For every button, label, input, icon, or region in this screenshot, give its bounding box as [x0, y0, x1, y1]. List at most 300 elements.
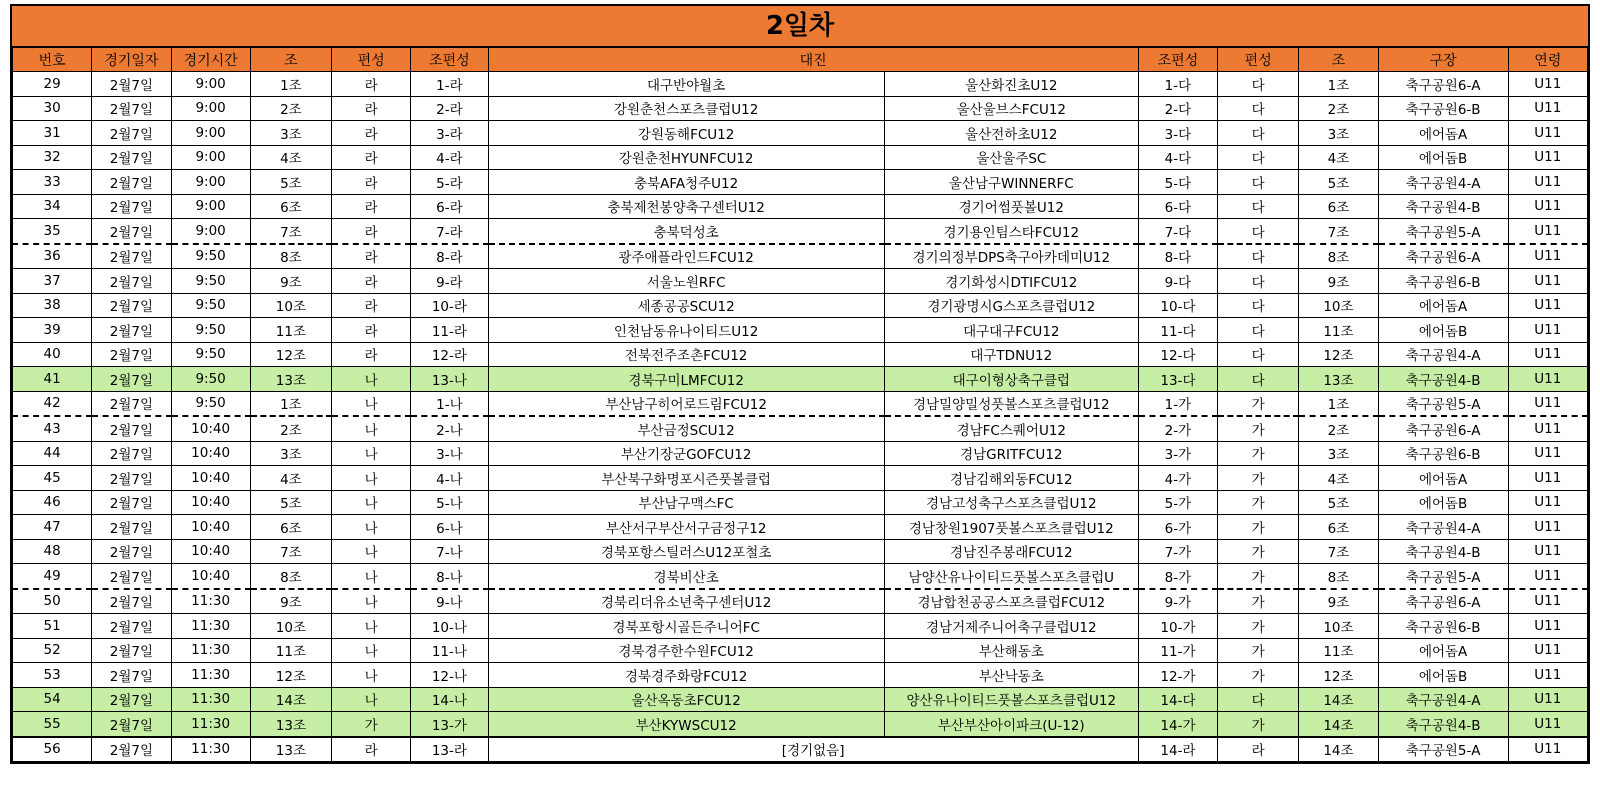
cell-away-group[interactable]: 10조	[1299, 614, 1378, 639]
cell-home-team[interactable]: 부산남구맥스FC	[488, 490, 884, 515]
cell-away-team[interactable]: 울산전하초U12	[884, 121, 1138, 146]
cell-no[interactable]: 35	[13, 219, 92, 244]
cell-group[interactable]: 2조	[250, 96, 331, 121]
cell-away-team[interactable]: 경기화성시DTIFCU12	[884, 269, 1138, 294]
cell-time[interactable]: 9:00	[171, 121, 250, 146]
cell-group-set[interactable]: 9-라	[411, 269, 488, 294]
cell-age[interactable]: U11	[1508, 219, 1587, 244]
cell-age[interactable]: U11	[1508, 269, 1587, 294]
cell-away-set[interactable]: 다	[1218, 293, 1299, 318]
cell-home-team[interactable]: 울산옥동초FCU12	[488, 687, 884, 712]
cell-no[interactable]: 29	[13, 72, 92, 97]
cell-team-set[interactable]: 라	[332, 72, 411, 97]
cell-date[interactable]: 2월7일	[92, 244, 171, 269]
cell-team-set[interactable]: 라	[332, 737, 411, 762]
cell-away-set[interactable]: 가	[1218, 441, 1299, 466]
cell-away-group-set[interactable]: 9-다	[1138, 269, 1217, 294]
cell-no[interactable]: 38	[13, 293, 92, 318]
cell-group-set[interactable]: 9-나	[411, 589, 488, 614]
cell-group-set[interactable]: 3-나	[411, 441, 488, 466]
cell-home-team[interactable]: 광주애플라인드FCU12	[488, 244, 884, 269]
cell-age[interactable]: U11	[1508, 490, 1587, 515]
cell-away-group-set[interactable]: 11-다	[1138, 318, 1217, 343]
cell-no[interactable]: 53	[13, 663, 92, 688]
cell-away-team[interactable]: 경남FC스퀘어U12	[884, 416, 1138, 441]
cell-time[interactable]: 11:30	[171, 663, 250, 688]
cell-away-team[interactable]: 남양산유나이티드풋볼스포츠클럽U	[884, 564, 1138, 589]
cell-home-team[interactable]: 전북전주조촌FCU12	[488, 342, 884, 367]
cell-home-team[interactable]: 세종공공SCU12	[488, 293, 884, 318]
header-time[interactable]: 경기시간	[171, 48, 250, 72]
cell-time[interactable]: 11:30	[171, 737, 250, 762]
cell-team-set[interactable]: 라	[332, 318, 411, 343]
cell-away-group-set[interactable]: 1-가	[1138, 391, 1217, 416]
cell-team-set[interactable]: 라	[332, 145, 411, 170]
cell-away-group[interactable]: 10조	[1299, 293, 1378, 318]
cell-away-group[interactable]: 9조	[1299, 589, 1378, 614]
cell-team-set[interactable]: 라	[332, 194, 411, 219]
cell-no[interactable]: 47	[13, 515, 92, 540]
cell-age[interactable]: U11	[1508, 145, 1587, 170]
cell-away-set[interactable]: 가	[1218, 663, 1299, 688]
cell-away-set[interactable]: 가	[1218, 391, 1299, 416]
cell-group[interactable]: 8조	[250, 564, 331, 589]
cell-away-group-set[interactable]: 8-다	[1138, 244, 1217, 269]
cell-age[interactable]: U11	[1508, 687, 1587, 712]
cell-no[interactable]: 39	[13, 318, 92, 343]
cell-away-set[interactable]: 가	[1218, 515, 1299, 540]
cell-away-set[interactable]: 다	[1218, 72, 1299, 97]
cell-time[interactable]: 9:50	[171, 318, 250, 343]
cell-time[interactable]: 10:40	[171, 441, 250, 466]
cell-team-set[interactable]: 라	[332, 269, 411, 294]
cell-team-set[interactable]: 라	[332, 293, 411, 318]
cell-team-set[interactable]: 나	[332, 441, 411, 466]
cell-date[interactable]: 2월7일	[92, 564, 171, 589]
cell-age[interactable]: U11	[1508, 589, 1587, 614]
cell-group[interactable]: 1조	[250, 72, 331, 97]
cell-away-group[interactable]: 8조	[1299, 564, 1378, 589]
cell-no[interactable]: 42	[13, 391, 92, 416]
cell-group-set[interactable]: 1-나	[411, 391, 488, 416]
cell-group-set[interactable]: 2-라	[411, 96, 488, 121]
cell-away-team[interactable]: 경기의정부DPS축구아카데미U12	[884, 244, 1138, 269]
cell-away-set[interactable]: 다	[1218, 318, 1299, 343]
cell-group-set[interactable]: 7-라	[411, 219, 488, 244]
cell-home-team[interactable]: 경북포항시골든주니어FC	[488, 614, 884, 639]
cell-away-group-set[interactable]: 14-가	[1138, 712, 1217, 737]
cell-home-team[interactable]: 부산남구히어로드림FCU12	[488, 391, 884, 416]
header-group-set[interactable]: 조편성	[411, 48, 488, 72]
cell-time[interactable]: 9:00	[171, 145, 250, 170]
cell-team-set[interactable]: 라	[332, 244, 411, 269]
cell-home-team[interactable]: 인천남동유나이티드U12	[488, 318, 884, 343]
cell-no[interactable]: 52	[13, 638, 92, 663]
cell-age[interactable]: U11	[1508, 441, 1587, 466]
cell-group[interactable]: 10조	[250, 614, 331, 639]
cell-group[interactable]: 13조	[250, 737, 331, 762]
cell-group-set[interactable]: 5-라	[411, 170, 488, 195]
cell-age[interactable]: U11	[1508, 170, 1587, 195]
cell-away-group-set[interactable]: 6-다	[1138, 194, 1217, 219]
cell-away-set[interactable]: 가	[1218, 564, 1299, 589]
cell-away-team[interactable]: 대구대구FCU12	[884, 318, 1138, 343]
cell-home-team[interactable]: 강원동해FCU12	[488, 121, 884, 146]
cell-date[interactable]: 2월7일	[92, 737, 171, 762]
cell-away-group[interactable]: 5조	[1299, 490, 1378, 515]
cell-away-team[interactable]: 경남창원1907풋볼스포츠클럽U12	[884, 515, 1138, 540]
cell-team-set[interactable]: 나	[332, 614, 411, 639]
cell-venue[interactable]: 축구공원6-B	[1378, 441, 1508, 466]
cell-group[interactable]: 9조	[250, 269, 331, 294]
cell-age[interactable]: U11	[1508, 515, 1587, 540]
cell-home-team[interactable]: 강원춘천HYUNFCU12	[488, 145, 884, 170]
cell-away-group-set[interactable]: 12-가	[1138, 663, 1217, 688]
cell-time[interactable]: 11:30	[171, 712, 250, 737]
cell-date[interactable]: 2월7일	[92, 269, 171, 294]
cell-time[interactable]: 9:00	[171, 72, 250, 97]
cell-home-team[interactable]: 경북경주화랑FCU12	[488, 663, 884, 688]
header-team-set[interactable]: 편성	[332, 48, 411, 72]
cell-no[interactable]: 44	[13, 441, 92, 466]
cell-venue[interactable]: 축구공원6-A	[1378, 416, 1508, 441]
cell-home-team[interactable]: 경북포항스틸러스U12포철초	[488, 539, 884, 564]
cell-away-group-set[interactable]: 14-다	[1138, 687, 1217, 712]
cell-group[interactable]: 13조	[250, 712, 331, 737]
cell-group[interactable]: 4조	[250, 145, 331, 170]
cell-date[interactable]: 2월7일	[92, 72, 171, 97]
cell-away-set[interactable]: 다	[1218, 170, 1299, 195]
cell-team-set[interactable]: 나	[332, 515, 411, 540]
cell-away-group-set[interactable]: 7-가	[1138, 539, 1217, 564]
cell-away-group[interactable]: 9조	[1299, 269, 1378, 294]
cell-age[interactable]: U11	[1508, 194, 1587, 219]
cell-away-set[interactable]: 라	[1218, 737, 1299, 762]
cell-away-set[interactable]: 가	[1218, 614, 1299, 639]
cell-away-group[interactable]: 6조	[1299, 515, 1378, 540]
cell-time[interactable]: 9:50	[171, 244, 250, 269]
cell-group-set[interactable]: 13-나	[411, 367, 488, 392]
cell-away-group[interactable]: 14조	[1299, 737, 1378, 762]
cell-home-team[interactable]: 부산기장군GOFCU12	[488, 441, 884, 466]
cell-venue[interactable]: 축구공원6-B	[1378, 96, 1508, 121]
cell-age[interactable]: U11	[1508, 712, 1587, 737]
header-date[interactable]: 경기일자	[92, 48, 171, 72]
cell-away-group[interactable]: 12조	[1299, 663, 1378, 688]
header-away-group-set[interactable]: 조편성	[1138, 48, 1217, 72]
cell-team-set[interactable]: 나	[332, 638, 411, 663]
cell-group-set[interactable]: 7-나	[411, 539, 488, 564]
cell-away-group[interactable]: 3조	[1299, 121, 1378, 146]
cell-time[interactable]: 9:50	[171, 391, 250, 416]
cell-no[interactable]: 37	[13, 269, 92, 294]
cell-home-team[interactable]: 충북AFA청주U12	[488, 170, 884, 195]
cell-away-set[interactable]: 가	[1218, 466, 1299, 491]
cell-date[interactable]: 2월7일	[92, 367, 171, 392]
cell-away-group-set[interactable]: 3-다	[1138, 121, 1217, 146]
header-matchup[interactable]: 대진	[488, 48, 1138, 72]
cell-group-set[interactable]: 14-나	[411, 687, 488, 712]
cell-no[interactable]: 31	[13, 121, 92, 146]
cell-time[interactable]: 9:00	[171, 170, 250, 195]
cell-team-set[interactable]: 라	[332, 219, 411, 244]
cell-home-team[interactable]: 충북제천봉양축구센터U12	[488, 194, 884, 219]
cell-home-team[interactable]: 경북리더유소년축구센터U12	[488, 589, 884, 614]
cell-date[interactable]: 2월7일	[92, 441, 171, 466]
cell-venue[interactable]: 에어돔A	[1378, 293, 1508, 318]
cell-venue[interactable]: 에어돔B	[1378, 145, 1508, 170]
cell-venue[interactable]: 축구공원4-A	[1378, 170, 1508, 195]
cell-no[interactable]: 41	[13, 367, 92, 392]
cell-age[interactable]: U11	[1508, 416, 1587, 441]
header-age[interactable]: 연령	[1508, 48, 1587, 72]
cell-date[interactable]: 2월7일	[92, 121, 171, 146]
cell-away-group-set[interactable]: 4-가	[1138, 466, 1217, 491]
cell-team-set[interactable]: 나	[332, 564, 411, 589]
cell-home-team[interactable]: 강원춘천스포츠클럽U12	[488, 96, 884, 121]
cell-age[interactable]: U11	[1508, 244, 1587, 269]
cell-away-group-set[interactable]: 1-다	[1138, 72, 1217, 97]
cell-team-set[interactable]: 라	[332, 121, 411, 146]
cell-away-set[interactable]: 가	[1218, 539, 1299, 564]
cell-home-team[interactable]: 경북경주한수원FCU12	[488, 638, 884, 663]
cell-no[interactable]: 55	[13, 712, 92, 737]
cell-age[interactable]: U11	[1508, 72, 1587, 97]
cell-away-group-set[interactable]: 10-다	[1138, 293, 1217, 318]
cell-away-team[interactable]: 경남밀양밀성풋볼스포츠클럽U12	[884, 391, 1138, 416]
cell-venue[interactable]: 축구공원5-A	[1378, 737, 1508, 762]
cell-away-group[interactable]: 2조	[1299, 96, 1378, 121]
cell-age[interactable]: U11	[1508, 293, 1587, 318]
cell-away-group-set[interactable]: 5-다	[1138, 170, 1217, 195]
cell-time[interactable]: 10:40	[171, 490, 250, 515]
cell-time[interactable]: 11:30	[171, 589, 250, 614]
cell-date[interactable]: 2월7일	[92, 539, 171, 564]
cell-venue[interactable]: 에어돔A	[1378, 466, 1508, 491]
cell-age[interactable]: U11	[1508, 638, 1587, 663]
cell-team-set[interactable]: 나	[332, 539, 411, 564]
cell-venue[interactable]: 축구공원4-A	[1378, 342, 1508, 367]
cell-no[interactable]: 34	[13, 194, 92, 219]
cell-age[interactable]: U11	[1508, 96, 1587, 121]
cell-date[interactable]: 2월7일	[92, 466, 171, 491]
cell-group-set[interactable]: 10-라	[411, 293, 488, 318]
cell-group-set[interactable]: 2-나	[411, 416, 488, 441]
cell-group-set[interactable]: 12-나	[411, 663, 488, 688]
cell-away-group[interactable]: 6조	[1299, 194, 1378, 219]
cell-time[interactable]: 10:40	[171, 466, 250, 491]
cell-away-set[interactable]: 다	[1218, 194, 1299, 219]
cell-away-team[interactable]: 경기용인팀스타FCU12	[884, 219, 1138, 244]
cell-away-team[interactable]: 경남GRITFCU12	[884, 441, 1138, 466]
cell-date[interactable]: 2월7일	[92, 170, 171, 195]
cell-away-group[interactable]: 3조	[1299, 441, 1378, 466]
cell-date[interactable]: 2월7일	[92, 663, 171, 688]
cell-away-team[interactable]: 부산해동초	[884, 638, 1138, 663]
cell-no[interactable]: 54	[13, 687, 92, 712]
cell-away-set[interactable]: 다	[1218, 367, 1299, 392]
cell-group[interactable]: 3조	[250, 441, 331, 466]
cell-away-team[interactable]: 경기어썸풋볼U12	[884, 194, 1138, 219]
cell-team-set[interactable]: 라	[332, 342, 411, 367]
cell-home-team[interactable]: 충북덕성초	[488, 219, 884, 244]
cell-no[interactable]: 48	[13, 539, 92, 564]
cell-away-set[interactable]: 다	[1218, 687, 1299, 712]
cell-no[interactable]: 56	[13, 737, 92, 762]
cell-no[interactable]: 40	[13, 342, 92, 367]
cell-away-group-set[interactable]: 14-라	[1138, 737, 1217, 762]
cell-age[interactable]: U11	[1508, 564, 1587, 589]
cell-away-team[interactable]: 울산화진초U12	[884, 72, 1138, 97]
cell-away-group-set[interactable]: 3-가	[1138, 441, 1217, 466]
cell-away-group-set[interactable]: 2-가	[1138, 416, 1217, 441]
cell-away-set[interactable]: 다	[1218, 342, 1299, 367]
cell-venue[interactable]: 축구공원4-B	[1378, 712, 1508, 737]
cell-away-group[interactable]: 4조	[1299, 145, 1378, 170]
cell-team-set[interactable]: 나	[332, 589, 411, 614]
cell-away-set[interactable]: 다	[1218, 269, 1299, 294]
cell-date[interactable]: 2월7일	[92, 342, 171, 367]
cell-away-group[interactable]: 2조	[1299, 416, 1378, 441]
cell-group-set[interactable]: 4-나	[411, 466, 488, 491]
cell-home-team[interactable]: 부산서구부산서구금정구12	[488, 515, 884, 540]
cell-venue[interactable]: 축구공원6-A	[1378, 244, 1508, 269]
cell-no[interactable]: 45	[13, 466, 92, 491]
cell-away-set[interactable]: 다	[1218, 96, 1299, 121]
cell-away-team[interactable]: 울산남구WINNERFC	[884, 170, 1138, 195]
cell-group[interactable]: 3조	[250, 121, 331, 146]
cell-time[interactable]: 9:00	[171, 219, 250, 244]
cell-group[interactable]: 10조	[250, 293, 331, 318]
cell-away-group-set[interactable]: 6-가	[1138, 515, 1217, 540]
cell-away-team[interactable]: 울산울주SC	[884, 145, 1138, 170]
cell-away-team[interactable]: 경남김해외동FCU12	[884, 466, 1138, 491]
cell-group-set[interactable]: 12-라	[411, 342, 488, 367]
cell-away-team[interactable]: 대구이형상축구클럽	[884, 367, 1138, 392]
cell-group-set[interactable]: 5-나	[411, 490, 488, 515]
cell-home-team[interactable]: 서울노원RFC	[488, 269, 884, 294]
cell-away-group-set[interactable]: 7-다	[1138, 219, 1217, 244]
cell-home-team[interactable]: 부산금정SCU12	[488, 416, 884, 441]
cell-group-set[interactable]: 8-나	[411, 564, 488, 589]
cell-date[interactable]: 2월7일	[92, 687, 171, 712]
cell-away-set[interactable]: 가	[1218, 416, 1299, 441]
cell-team-set[interactable]: 나	[332, 391, 411, 416]
cell-home-team[interactable]: 부산북구화명포시즌풋볼클럽	[488, 466, 884, 491]
cell-away-set[interactable]: 다	[1218, 219, 1299, 244]
cell-away-group[interactable]: 12조	[1299, 342, 1378, 367]
cell-age[interactable]: U11	[1508, 121, 1587, 146]
cell-away-group[interactable]: 11조	[1299, 318, 1378, 343]
cell-time[interactable]: 10:40	[171, 515, 250, 540]
cell-no[interactable]: 49	[13, 564, 92, 589]
cell-time[interactable]: 11:30	[171, 614, 250, 639]
cell-venue[interactable]: 축구공원5-A	[1378, 564, 1508, 589]
cell-group[interactable]: 12조	[250, 663, 331, 688]
cell-time[interactable]: 11:30	[171, 687, 250, 712]
cell-group-set[interactable]: 11-나	[411, 638, 488, 663]
cell-venue[interactable]: 축구공원6-B	[1378, 614, 1508, 639]
cell-away-team[interactable]: 경기광명시G스포츠클럽U12	[884, 293, 1138, 318]
cell-no[interactable]: 32	[13, 145, 92, 170]
cell-group-set[interactable]: 3-라	[411, 121, 488, 146]
cell-away-group-set[interactable]: 2-다	[1138, 96, 1217, 121]
cell-group-set[interactable]: 13-라	[411, 737, 488, 762]
cell-team-set[interactable]: 나	[332, 687, 411, 712]
cell-group-set[interactable]: 6-라	[411, 194, 488, 219]
cell-date[interactable]: 2월7일	[92, 96, 171, 121]
cell-group[interactable]: 6조	[250, 194, 331, 219]
cell-team-set[interactable]: 나	[332, 663, 411, 688]
header-away-set[interactable]: 편성	[1218, 48, 1299, 72]
cell-no[interactable]: 50	[13, 589, 92, 614]
cell-age[interactable]: U11	[1508, 466, 1587, 491]
cell-team-set[interactable]: 가	[332, 712, 411, 737]
cell-age[interactable]: U11	[1508, 663, 1587, 688]
cell-away-team[interactable]: 울산울브스FCU12	[884, 96, 1138, 121]
cell-date[interactable]: 2월7일	[92, 293, 171, 318]
cell-away-group-set[interactable]: 10-가	[1138, 614, 1217, 639]
cell-venue[interactable]: 에어돔B	[1378, 318, 1508, 343]
cell-date[interactable]: 2월7일	[92, 589, 171, 614]
cell-group[interactable]: 4조	[250, 466, 331, 491]
cell-away-set[interactable]: 다	[1218, 145, 1299, 170]
cell-away-set[interactable]: 다	[1218, 121, 1299, 146]
cell-time[interactable]: 9:50	[171, 342, 250, 367]
cell-group[interactable]: 5조	[250, 490, 331, 515]
cell-group[interactable]: 12조	[250, 342, 331, 367]
cell-age[interactable]: U11	[1508, 539, 1587, 564]
cell-venue[interactable]: 축구공원6-A	[1378, 72, 1508, 97]
cell-team-set[interactable]: 나	[332, 367, 411, 392]
cell-time[interactable]: 9:50	[171, 269, 250, 294]
cell-away-team[interactable]: 경남고성축구스포츠클럽U12	[884, 490, 1138, 515]
cell-date[interactable]: 2월7일	[92, 515, 171, 540]
header-away-group[interactable]: 조	[1299, 48, 1378, 72]
cell-away-group-set[interactable]: 12-다	[1138, 342, 1217, 367]
cell-away-team[interactable]: 부산부산아이파크(U-12)	[884, 712, 1138, 737]
cell-away-group[interactable]: 4조	[1299, 466, 1378, 491]
cell-home-team[interactable]: 경북비산초	[488, 564, 884, 589]
cell-venue[interactable]: 축구공원6-A	[1378, 589, 1508, 614]
cell-away-team[interactable]: 경남거제주니어축구클럽U12	[884, 614, 1138, 639]
cell-away-group-set[interactable]: 8-가	[1138, 564, 1217, 589]
cell-date[interactable]: 2월7일	[92, 145, 171, 170]
cell-away-set[interactable]: 가	[1218, 490, 1299, 515]
cell-group[interactable]: 6조	[250, 515, 331, 540]
cell-no[interactable]: 30	[13, 96, 92, 121]
cell-age[interactable]: U11	[1508, 367, 1587, 392]
cell-group[interactable]: 8조	[250, 244, 331, 269]
cell-age[interactable]: U11	[1508, 391, 1587, 416]
cell-time[interactable]: 9:50	[171, 367, 250, 392]
cell-home-team[interactable]: 부산KYWSCU12	[488, 712, 884, 737]
cell-away-team[interactable]: 경남진주봉래FCU12	[884, 539, 1138, 564]
cell-time[interactable]: 10:40	[171, 416, 250, 441]
cell-time[interactable]: 10:40	[171, 564, 250, 589]
cell-date[interactable]: 2월7일	[92, 614, 171, 639]
cell-date[interactable]: 2월7일	[92, 194, 171, 219]
cell-away-group[interactable]: 1조	[1299, 391, 1378, 416]
cell-team-set[interactable]: 나	[332, 416, 411, 441]
cell-team-set[interactable]: 나	[332, 490, 411, 515]
cell-away-group[interactable]: 7조	[1299, 219, 1378, 244]
cell-date[interactable]: 2월7일	[92, 712, 171, 737]
cell-away-group-set[interactable]: 5-가	[1138, 490, 1217, 515]
cell-venue[interactable]: 축구공원5-A	[1378, 219, 1508, 244]
cell-no[interactable]: 33	[13, 170, 92, 195]
cell-away-set[interactable]: 가	[1218, 712, 1299, 737]
